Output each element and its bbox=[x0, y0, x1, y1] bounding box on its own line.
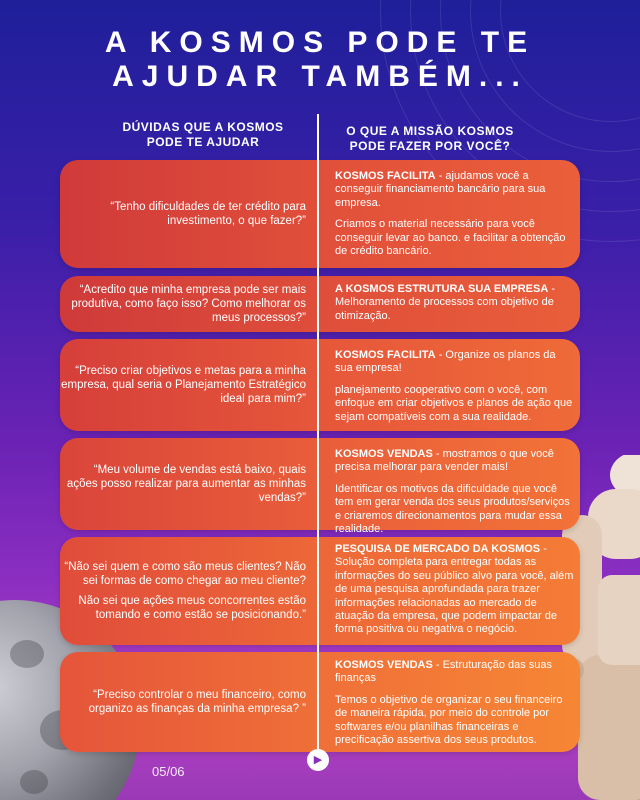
answer-body: - Melhoramento de processos com objetivo de otimização. bbox=[335, 283, 556, 322]
next-slide-button[interactable] bbox=[307, 749, 329, 771]
right-column-heading bbox=[330, 124, 530, 154]
answer-detail: planejamento cooperativo com o você, com enfoque em criar objetivos e planos de ação que sejam compatíveis com a sua realidade. bbox=[335, 383, 573, 423]
faq-card bbox=[60, 276, 580, 332]
answer-detail: Criamos o material necessário para você conseguir levar ao banco. e facilitar a obtenção de crédito bancário. bbox=[335, 218, 566, 258]
question-text: Não sei que ações meus concorrentes estão tomando e como estão se posicionando.” bbox=[78, 595, 306, 621]
question-text: “Acredito que minha empresa pode ser mais produtiva, como faço isso? Como melhorar os meus processos?” bbox=[71, 284, 306, 324]
answer-text bbox=[335, 659, 575, 686]
answer-body: - Estruturação das suas finanças bbox=[335, 659, 553, 685]
question bbox=[60, 160, 312, 268]
answer bbox=[335, 276, 575, 332]
answer-text bbox=[335, 448, 575, 475]
faq-card bbox=[60, 438, 580, 536]
question-text: “Preciso controlar o meu financeiro, como organizo as finanças da minha empresa? ” bbox=[88, 689, 306, 715]
answer-title: A KOSMOS ESTRUTURA SUA EMPRESA bbox=[335, 283, 549, 295]
answer bbox=[335, 160, 575, 268]
answer bbox=[335, 438, 575, 536]
question bbox=[60, 652, 312, 752]
answer-body: - mostramos o que você precisa melhorar para vender mais! bbox=[335, 448, 554, 474]
page-title bbox=[0, 26, 640, 94]
answer-body: - Solução completa para entregar todas as informações do seu público alvo para você, além de uma pesquisa aprofundada para trazer informações relacionadas ao mercado de atuação da empresa, que podem impactar de forma positiva ou negativa o negócio. bbox=[335, 543, 574, 636]
question-text: “Meu volume de vendas está baixo, quais ações posso realizar para aumentar as minhas vendas?” bbox=[66, 464, 306, 504]
answer bbox=[335, 537, 575, 645]
answer-detail: Identificar os motivos da dificuldade que você tem em gerar venda dos seus produtos/serviços e criaremos direcionamentos para mudar essa realidade. bbox=[335, 482, 570, 536]
answer-title: PESQUISA DE MERCADO DA KOSMOS bbox=[335, 543, 541, 555]
answer-title: KOSMOS VENDAS bbox=[335, 448, 433, 460]
answer bbox=[335, 652, 575, 752]
left-column-heading-line-1: DÚVIDAS QUE A KOSMOS bbox=[122, 120, 284, 134]
question bbox=[60, 537, 312, 645]
question bbox=[60, 339, 312, 431]
moon-crater bbox=[10, 640, 44, 668]
answer-text bbox=[335, 543, 575, 637]
arrow-right-icon: ▶ bbox=[313, 754, 323, 766]
page-title-line-2: AJUDAR TAMBÉM... bbox=[112, 60, 528, 93]
question-text: “Tenho dificuldades de ter crédito para investimento, o que fazer?” bbox=[110, 201, 306, 227]
page-number: 05/06 bbox=[152, 764, 185, 779]
question-text: “Não sei quem e como são meus clientes? Não sei formas de como chegar ao meu cliente? bbox=[64, 561, 306, 587]
answer-title: KOSMOS VENDAS bbox=[335, 659, 433, 671]
left-column-heading-line-2: PODE TE AJUDAR bbox=[146, 135, 260, 149]
answer bbox=[335, 339, 575, 431]
answer-title: KOSMOS FACILITA bbox=[335, 170, 436, 182]
answer-text bbox=[335, 349, 575, 376]
faq-card bbox=[60, 339, 580, 431]
page-title-line-1: A KOSMOS PODE TE bbox=[104, 26, 536, 59]
answer-detail: Temos o objetivo de organizar o seu financeiro de maneira rápida, por meio do controle por softwares e/ou planilhas financeiras e precificação assertiva dos seus produtos. bbox=[335, 693, 563, 747]
answer-body: - ajudamos você a conseguir financiamento bancário para sua empresa. bbox=[335, 170, 546, 209]
answer-text bbox=[335, 170, 575, 210]
right-column-heading-line-1: O QUE A MISSÃO KOSMOS bbox=[346, 124, 514, 138]
left-column-heading bbox=[108, 120, 298, 150]
faq-card bbox=[60, 160, 580, 268]
faq-card bbox=[60, 652, 580, 752]
moon-crater bbox=[20, 770, 48, 794]
answer-title: KOSMOS FACILITA bbox=[335, 349, 436, 361]
answer-body: - Organize os planos da sua empresa! bbox=[335, 349, 556, 375]
question-text: “Preciso criar objetivos e metas para a minha empresa, qual seria o Planejamento Estratégico ideal para mim?” bbox=[61, 365, 306, 405]
question bbox=[60, 276, 312, 332]
question bbox=[60, 438, 312, 530]
right-column-heading-line-2: PODE FAZER POR VOCÊ? bbox=[349, 139, 511, 153]
faq-card bbox=[60, 537, 580, 645]
answer-text bbox=[335, 283, 575, 323]
column-divider bbox=[317, 114, 319, 754]
